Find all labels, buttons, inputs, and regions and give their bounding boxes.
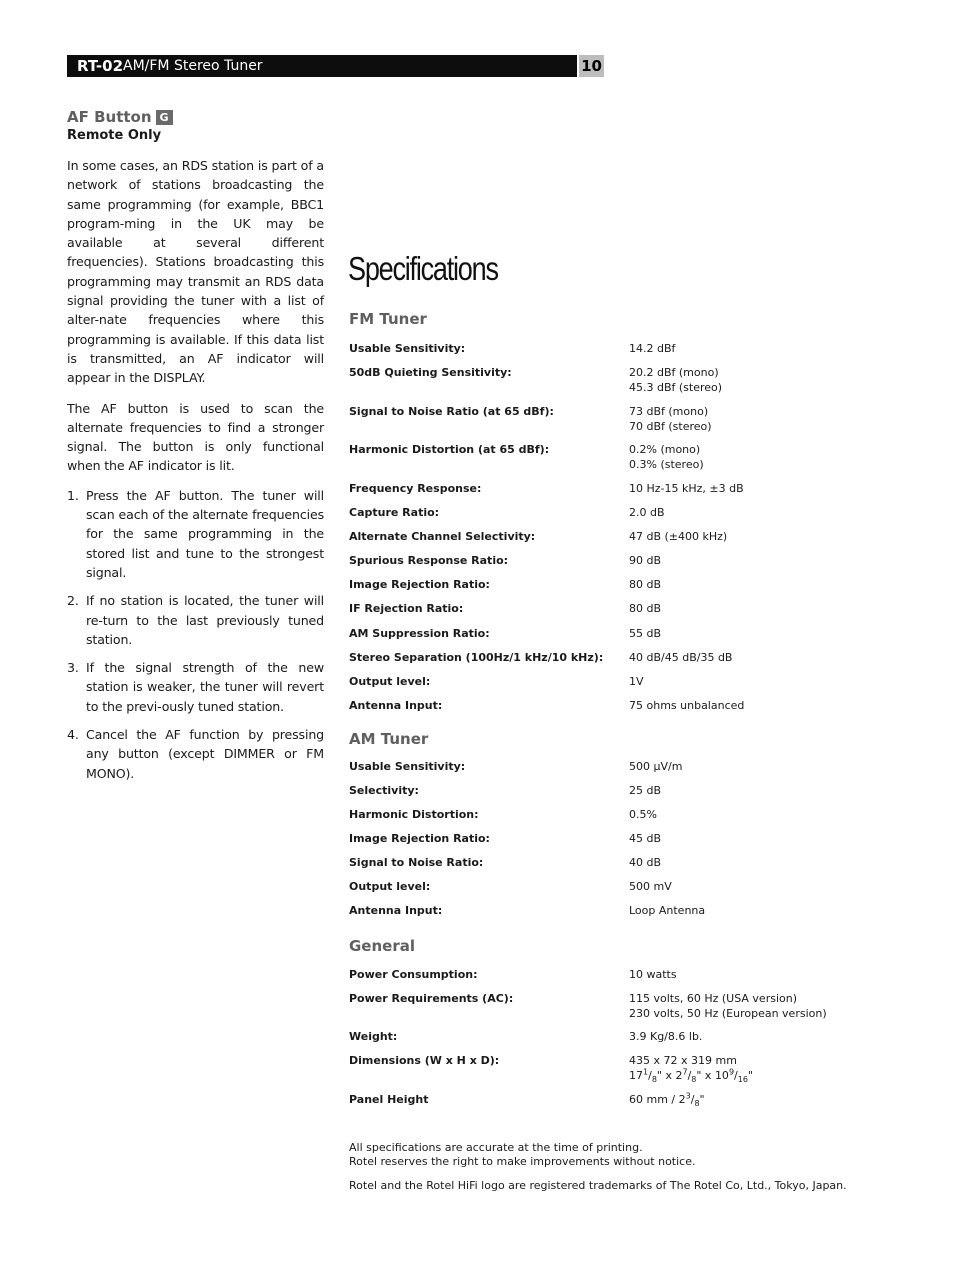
fraction-num: 3	[685, 1091, 691, 1101]
list-item	[67, 486, 324, 582]
fraction-den: 16	[737, 1075, 748, 1085]
spec-value: 45 dB	[629, 832, 662, 845]
spec-value: 10 Hz-15 kHz, ±3 dB	[629, 482, 744, 495]
trademark-notice: Rotel and the Rotel HiFi logo are registered trademarks of The Rotel Co, Ltd., Tokyo, Japan.	[349, 1179, 847, 1192]
spec-value: 73 dBf (mono) 70 dBf (stereo)	[629, 405, 712, 433]
fraction-den: 8	[694, 1099, 700, 1109]
footnote-line: Rotel reserves the right to make improvements without notice.	[349, 1155, 696, 1168]
af-title-text: AF Button	[67, 108, 152, 126]
general-section	[349, 936, 909, 1109]
fm-tuner-section	[349, 309, 909, 712]
fraction-num: 7	[682, 1067, 688, 1077]
spec-label: Usable Sensitivity:	[349, 342, 466, 355]
spec-value: 47 dB (±400 kHz)	[629, 530, 728, 543]
list-item	[67, 725, 324, 783]
footnote	[349, 1141, 847, 1193]
fraction-num: 9	[728, 1067, 735, 1077]
spec-label: Power Consumption:	[349, 968, 478, 981]
fraction-int: 2	[675, 1069, 683, 1082]
step-text: Cancel the AF function by pressing any button (except DIMMER or FM MONO).	[86, 727, 324, 781]
spec-value: 0.2% (mono) 0.3% (stereo)	[629, 443, 704, 471]
spec-label: IF Rejection Ratio:	[349, 602, 464, 615]
spec-label: Image Rejection Ratio:	[349, 578, 490, 591]
panel-height-prefix: 60 mm / 2	[629, 1093, 686, 1106]
spec-value: 500 mV	[629, 880, 672, 893]
spec-value: 500 µV/m	[629, 760, 683, 773]
dimensions-imperial: $17^1/_8$" x $2^7/_8$" x $10^9/_{16}$"	[629, 1067, 753, 1085]
list-item	[67, 658, 324, 716]
header-subtitle: AM/FM Stereo Tuner	[123, 58, 263, 74]
spec-label: Harmonic Distortion (at 65 dBf):	[349, 443, 550, 456]
spec-value: 1V	[629, 675, 644, 688]
spec-label: Antenna Input:	[349, 699, 443, 712]
spec-label: Capture Ratio:	[349, 506, 440, 519]
spec-value: 90 dB	[629, 554, 662, 567]
spec-value: 0.5%	[629, 808, 657, 821]
step-text: If no station is located, the tuner will re-turn to the last previously tuned station.	[86, 593, 324, 647]
af-button-section	[67, 107, 324, 792]
spec-label: Alternate Channel Selectivity:	[349, 530, 536, 543]
spec-label: Weight:	[349, 1030, 398, 1043]
spec-label: Signal to Noise Ratio (at 65 dBf):	[349, 405, 554, 418]
spec-label: AM Suppression Ratio:	[349, 627, 490, 640]
model-name: RT-02	[77, 57, 124, 75]
spec-value: 20.2 dBf (mono) 45.3 dBf (stereo)	[629, 366, 723, 394]
fraction-int: 17	[629, 1069, 643, 1082]
steps-list	[67, 486, 324, 783]
spec-value: 60 mm / $2^3/_8$"	[629, 1091, 705, 1109]
spec-value: 3.9 Kg/8.6 lb.	[629, 1030, 703, 1043]
fm-tuner-heading: FM Tuner	[349, 310, 427, 328]
general-heading: General	[349, 937, 415, 955]
section-title	[67, 107, 324, 127]
spec-value: 14.2 dBf	[629, 342, 676, 355]
spec-label: Signal to Noise Ratio:	[349, 856, 484, 869]
footnote-line: All specifications are accurate at the time of printing.	[349, 1141, 643, 1154]
reference-badge: G	[156, 110, 173, 125]
spec-label: Output level:	[349, 675, 431, 688]
step-text: Press the AF button. The tuner will scan each of the alternate frequencies for the same programming in the stored list and tune to the strongest signal.	[86, 487, 324, 580]
paragraph-intro: In some cases, an RDS station is part of a network of stations broadcasting the same programming (for example, BBC1 program-ming in the UK may be available at several different frequencies). Stations broadcasting this programming may transmit an RDS data signal providing the tuner with a list of alter-nate frequencies where this programming is available. If this data list is transmitted, an AF indicator will appear in the DISPLAY.	[67, 158, 324, 386]
spec-value: 75 ohms unbalanced	[629, 699, 745, 712]
spec-label: 50dB Quieting Sensitivity:	[349, 366, 512, 379]
fraction-den: 8	[691, 1075, 697, 1085]
fraction-int: 10	[714, 1069, 729, 1082]
spec-label: Frequency Response:	[349, 482, 482, 495]
spec-label: Dimensions (W x H x D):	[349, 1054, 500, 1067]
spec-value: Loop Antenna	[629, 904, 706, 917]
spec-label: Output level:	[349, 880, 431, 893]
spec-value	[629, 1053, 919, 1083]
paragraph-usage: The AF button is used to scan the alternate frequencies to find a stronger signal. The button is only functional when the AF indicator is lit.	[67, 400, 324, 474]
am-tuner-section	[349, 729, 909, 917]
dimensions-metric: 435 x 72 x 319 mm	[629, 1054, 737, 1067]
spec-value: 55 dB	[629, 627, 662, 640]
step-number: 1.	[67, 487, 79, 503]
spec-value: 80 dB	[629, 578, 662, 591]
am-tuner-heading: AM Tuner	[349, 730, 429, 748]
page-number: 10	[579, 55, 604, 77]
step-number: 4.	[67, 727, 79, 743]
spec-value: 40 dB	[629, 856, 662, 869]
spec-label: Selectivity:	[349, 784, 419, 797]
fraction-num: 1	[643, 1067, 649, 1077]
spec-label: Stereo Separation (100Hz/1 kHz/10 kHz):	[349, 651, 604, 664]
spec-label: Usable Sensitivity:	[349, 760, 466, 773]
spec-value: 115 volts, 60 Hz (USA version) 230 volts, 50 Hz (European version)	[629, 992, 827, 1020]
spec-value: 80 dB	[629, 602, 662, 615]
fraction-den: 8	[651, 1075, 657, 1085]
spec-label: Spurious Response Ratio:	[349, 554, 509, 567]
step-number: 3.	[67, 660, 79, 676]
spec-value: 10 watts	[629, 968, 677, 981]
step-number: 2.	[67, 593, 79, 609]
spec-value: 25 dB	[629, 784, 662, 797]
page-title: Specifications	[348, 250, 498, 287]
section-subtitle: Remote Only	[67, 128, 162, 143]
spec-value: 40 dB/45 dB/35 dB	[629, 651, 733, 664]
spec-label: Antenna Input:	[349, 904, 443, 917]
list-item	[67, 591, 324, 649]
spec-label: Harmonic Distortion:	[349, 808, 479, 821]
spec-value: 2.0 dB	[629, 506, 665, 519]
spec-label: Panel Height	[349, 1093, 429, 1106]
spec-label: Image Rejection Ratio:	[349, 832, 490, 845]
header-bar	[67, 55, 577, 77]
spec-label: Power Requirements (AC):	[349, 992, 514, 1005]
step-text: If the signal strength of the new station is weaker, the tuner will revert to the previ-ously tuned station.	[86, 660, 324, 714]
